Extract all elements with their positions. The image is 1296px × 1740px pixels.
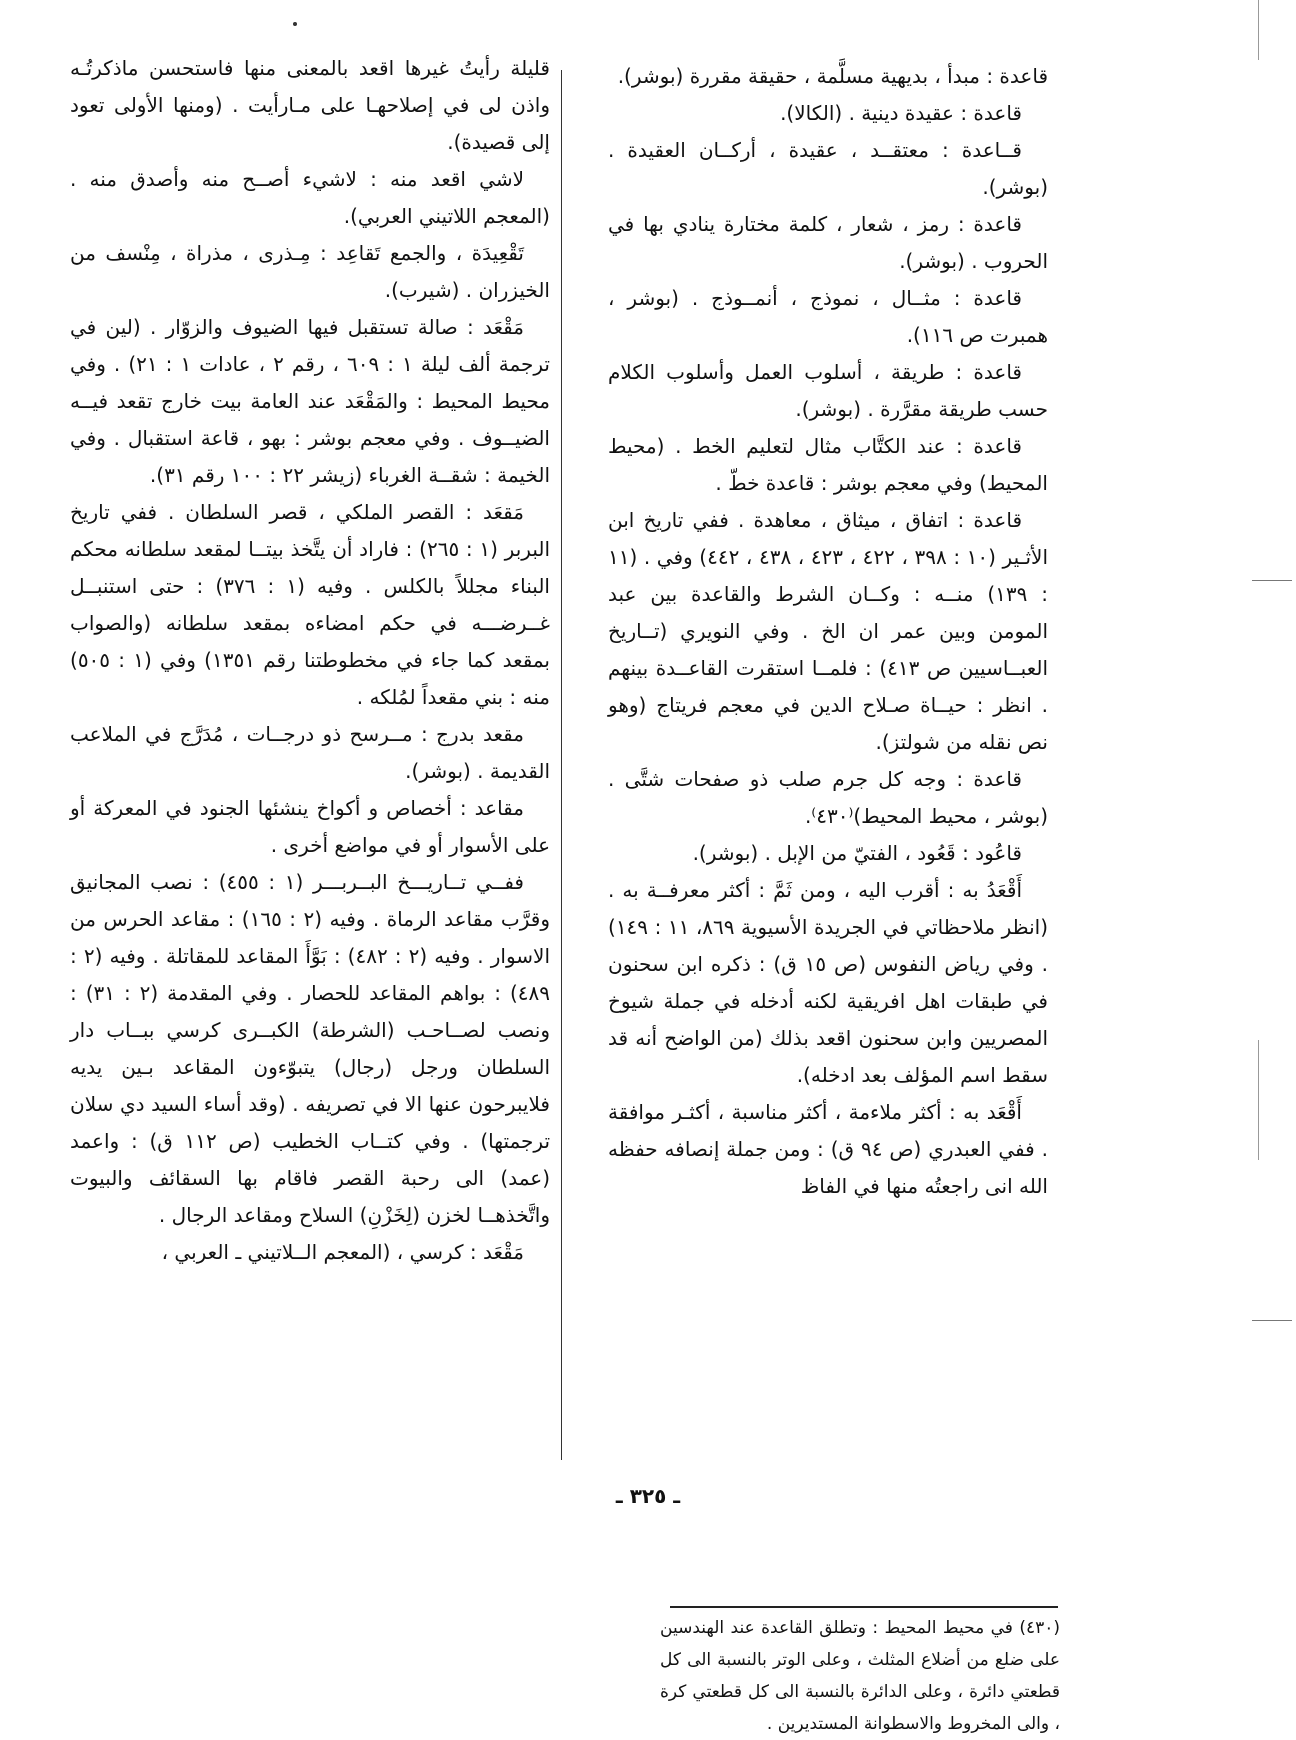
entry-qaida-wajh: قاعدة : وجه كل جرم صلب ذو صفحات شتَّى . (بوشر ، محيط المحيط)⁽٤٣٠⁾. <box>608 767 1048 828</box>
continuation-text: قليلة رأيتُ غيرها اقعد بالمعنى منها فاستحسن ماذكرتُـه واذن لى في إصلاحهـا على مـارأيت . (ومنها الأولى تعود إلى قصيدة). <box>70 56 550 154</box>
footnote-430: (٤٣٠) في محيط المحيط : وتطلق القاعدة عند الهندسين على ضلع من أضلاع المثلث ، وعلى الوتر بالنسبة الى كل قطعتي دائرة ، وعلى الدائرة بالنسبة الى كل قطعتي كرة ، والى المخروط والاسطوانة المستديرين . <box>660 1618 1060 1734</box>
entry-qaida-ittifaq: قاعدة : اتفاق ، ميثاق ، معاهدة . ففي تاريخ ابن الأثـير (١٠ : ٣٩٨ ، ٤٢٢ ، ٤٢٣ ، ٤٣٨ ، ٤٤٢) وفي . (١١ : ١٣٩) منــه : وكــان الشرط والقاعدة بين عبد المومن وبين عمر ان الخ . وفي النويري (تــاريخ العبــاسيين ص ٤١٣) : فلمــا استقرت القاعــدة بينهم . انظر : حيــاة صـلاح الدين في معجم فريتاج (وهو نص نقله من شولتز). <box>608 508 1049 754</box>
entry-aqad-bihi-aqrab: أَقْعَدُ به : أقرب اليه ، ومن ثَمَّ : أكثر معرفــة به . (انظر ملاحظاتي في الجريدة الأسيوية ٨٦٩، ١١ : ١٤٩) . وفي رياض النفوس (ص ١٥ ق) : ذكره ابن سحنون في طبقات اهل افريقية لكنه أدخله في جملة شيوخ المصريين وابن سحنون اقعد بذلك (من الواضح أنه قد سقط اسم المؤلف بعد ادخله). <box>608 878 1048 1087</box>
scan-edge-tick-lower <box>1252 1320 1292 1321</box>
entry-maqad-kursi: مَقْعَد : كرسي ، (المعجم الــلاتيني ـ العربي ، <box>161 1240 524 1264</box>
entry-qaida-tariqa: قاعدة : طريقة ، أسلوب العمل وأسلوب الكلام حسب طريقة مقرَّرة . (بوشر). <box>608 360 1048 421</box>
footnote-separator <box>670 1606 1058 1608</box>
page-number: ـ ٣٢٥ ـ <box>615 1484 681 1508</box>
entry-maqad-sala: مَقْعَد : صالة تستقبل فيها الضيوف والزوّار . (لين في ترجمة ألف ليلة ١ : ٦٠٩ ، رقم ٢ ، عادات ١ : ٢١) . وفي محيط المحيط : والمَقْعَد عند العامة بيت خارج تقعد فيــه الضيــوف . وفي معجم بوشر : بهو ، قاعة استقبال . وفي الخيمة : شقــة الغرباء (زيشر ٢٢ : ١٠٠ رقم ٣١). <box>70 315 551 487</box>
entry-la-shay: لاشي اقعد منه : لاشيء أصــح منه وأصدق منه . (المعجم اللاتيني العربي). <box>70 167 550 228</box>
entry-qaud: قاعُود : قَعُود ، الفتيّ من الإبل . (بوشر). <box>692 841 1022 865</box>
scan-edge-line-top <box>1258 0 1259 60</box>
scan-speck <box>293 22 297 26</box>
entry-qaida-khatt: قاعدة : عند الكتَّاب مثال لتعليم الخط . (محيط المحيط) وفي معجم بوشر : قاعدة خطّ . <box>608 434 1048 495</box>
entry-maqad-qasr: مَقعَد : القصر الملكي ، قصر السلطان . ففي تاريخ البربر (١ : ٢٦٥) : فاراد أن يتَّخذ بيتــا لمقعد سلطانه محكم البناء مجللاً بالكلس . وفيه (١ : ٣٧٦) : حتى استنبــل غــرضـــه في حكم امضاءه بمقعد سلطانه (والصواب بمقعد كما جاء في مخطوطتنا رقم ١٣٥١) وفي (١ : ٥٠٥) منه : بني مقعداً لمُلكه . <box>70 500 551 709</box>
entry-maqaid: مقاعد : أخصاص و أكواخ ينشئها الجنود في المعركة أو على الأسوار أو في مواضع أخرى . <box>70 796 550 857</box>
entry-qaida-ramz: قاعدة : رمز ، شعار ، كلمة مختارة ينادي بها في الحروب . (بوشر). <box>608 212 1048 273</box>
entry-qaida-mithal: قاعدة : مثــال ، نموذج ، أنمــوذج . (بوشر ، همبرت ص ١١٦). <box>608 286 1048 347</box>
entry-taqida: تَقْعِيدَة ، والجمع تَقاعِد : مِـذرى ، مذراة ، مِنْسف من الخيزران . (شيرب). <box>70 241 550 302</box>
scan-edge-line-middle <box>1258 1040 1259 1160</box>
scan-edge-tick-upper <box>1252 580 1292 581</box>
entry-aqad-bihi-mulaama: أَقْعَد به : أكثر ملاءمة ، أكثر مناسبة ، أكثـر موافقة . ففي العبدري (ص ٩٤ ق) : ومن جملة إنصافه حفظه الله انى راجعتُه منها في الفاظ <box>608 1100 1048 1198</box>
left-text-column <box>70 50 550 1271</box>
entry-qaida-mabda: قاعدة : مبدأ ، بديهية مسلَّمة ، حقيقة مقررة (بوشر). <box>617 64 1048 88</box>
entry-qaida-mutaqad: قــاعدة : معتقــد ، عقيدة ، أركــان العقيدة . (بوشر). <box>608 138 1048 199</box>
entry-maqad-bidaraj: مقعد بدرج : مــرسح ذو درجــات ، مُدَرَّج في الملاعب القديمة . (بوشر). <box>70 722 550 783</box>
entry-qaida-aqida-diniya: قاعدة : عقيدة دينية . (الكالا). <box>780 101 1022 125</box>
column-divider <box>561 70 562 1460</box>
right-text-column <box>608 58 1048 1205</box>
entry-maqaid-quotes: ففــي تــاريـــخ البــربـــر (١ : ٤٥٥) : نصب المجانيق وقرَّب مقاعد الرماة . وفيه (٢ : ١٦٥) : مقاعد الحرس من الاسوار . وفيه (٢ : ٤٨٢) : بَوَّأَ المقاعد للمقاتلة . وفيه (٢ : ٤٨٩) : بواهم المقاعد للحصار . وفي المقدمة (٢ : ٣١) : ونصب لصــاحـب (الشرطة) الكبــرى كرسي ببــاب دار السلطان ورجل (رجال) يتبوّءون المقاعد بـين يديه فلايبرحون عنها الا في تصريفه . (وقد أساء السيد دي سلان ترجمتها) . وفي كتــاب الخطيب (ص ١١٢ ق) : واعمد (عمد) الى رحبة القصر فاقام بها السقائف والبيوت واتَّخذهــا لخزن (لِخَزْنِ) السلاح ومقاعد الرجال . <box>70 870 551 1227</box>
